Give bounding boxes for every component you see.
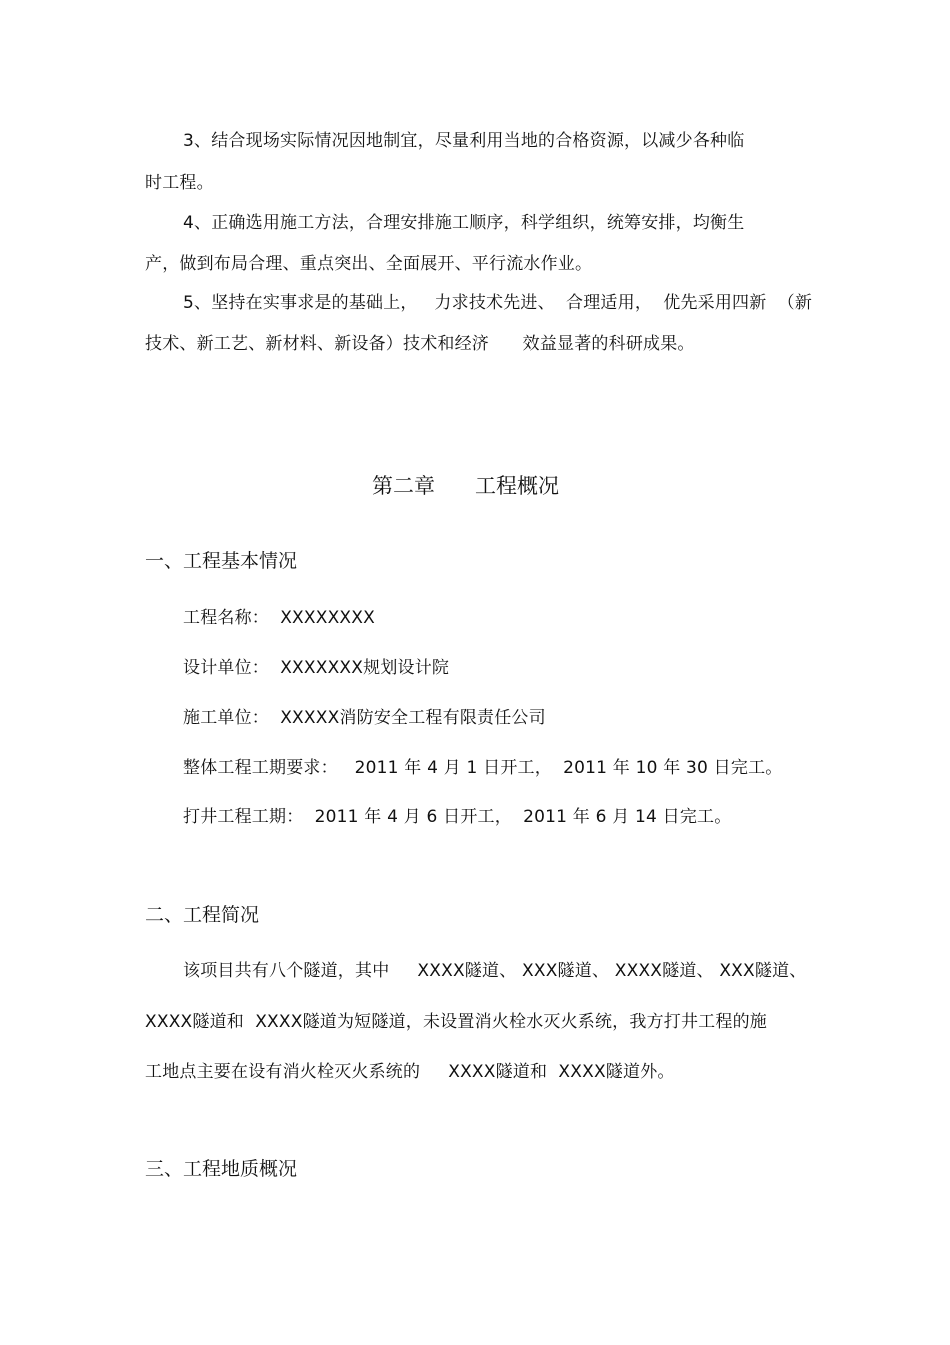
point-3-line-2: 时工程。 xyxy=(145,173,214,193)
design-unit: 设计单位： XXXXXXX规划设计院 xyxy=(183,658,450,678)
point-4-line-1: 4、正确选用施工方法，合理安排施工顺序，科学组织，统筹安排，均衡生 xyxy=(183,213,745,233)
overview-line-2: XXXX隧道和 XXXX隧道为短隧道，未设置消火栓水灭火系统，我方打井工程的施 xyxy=(145,1012,767,1032)
point-5-line-2: 技术、新工艺、新材料、新设备）技术和经济 效益显著的科研成果。 xyxy=(145,334,695,354)
point-4-line-2: 产，做到布局合理、重点突出、全面展开、平行流水作业。 xyxy=(145,254,593,274)
overall-period: 整体工程工期要求： 2011 年 4 月 1 日开工， 2011 年 10 年 30 日完工。 xyxy=(183,758,783,778)
point-5-line-1: 5、坚持在实事求是的基础上， 力求技术先进、 合理适用， 优先采用四新 （新 xyxy=(183,293,813,313)
project-name: 工程名称： XXXXXXXX xyxy=(183,608,375,628)
construction-unit: 施工单位： XXXXX消防安全工程有限责任公司 xyxy=(183,708,546,728)
section-1-heading: 一、工程基本情况 xyxy=(145,550,298,572)
chapter-title: 第二章 工程概况 xyxy=(372,474,560,498)
overview-line-3: 工地点主要在设有消火栓灭火系统的 XXXX隧道和 XXXX隧道外。 xyxy=(145,1062,675,1082)
well-period: 打井工程工期： 2011 年 4 月 6 日开工， 2011 年 6 月 14 日完工。 xyxy=(183,807,732,827)
section-2-heading: 二、工程简况 xyxy=(145,904,260,926)
overview-line-1: 该项目共有八个隧道，其中 XXXX隧道、 XXX隧道、 XXXX隧道、 XXX隧道、 xyxy=(183,961,807,981)
section-3-heading: 三、工程地质概况 xyxy=(145,1158,298,1180)
point-3-line-1: 3、结合现场实际情况因地制宜，尽量利用当地的合格资源，以减少各种临 xyxy=(183,131,745,151)
